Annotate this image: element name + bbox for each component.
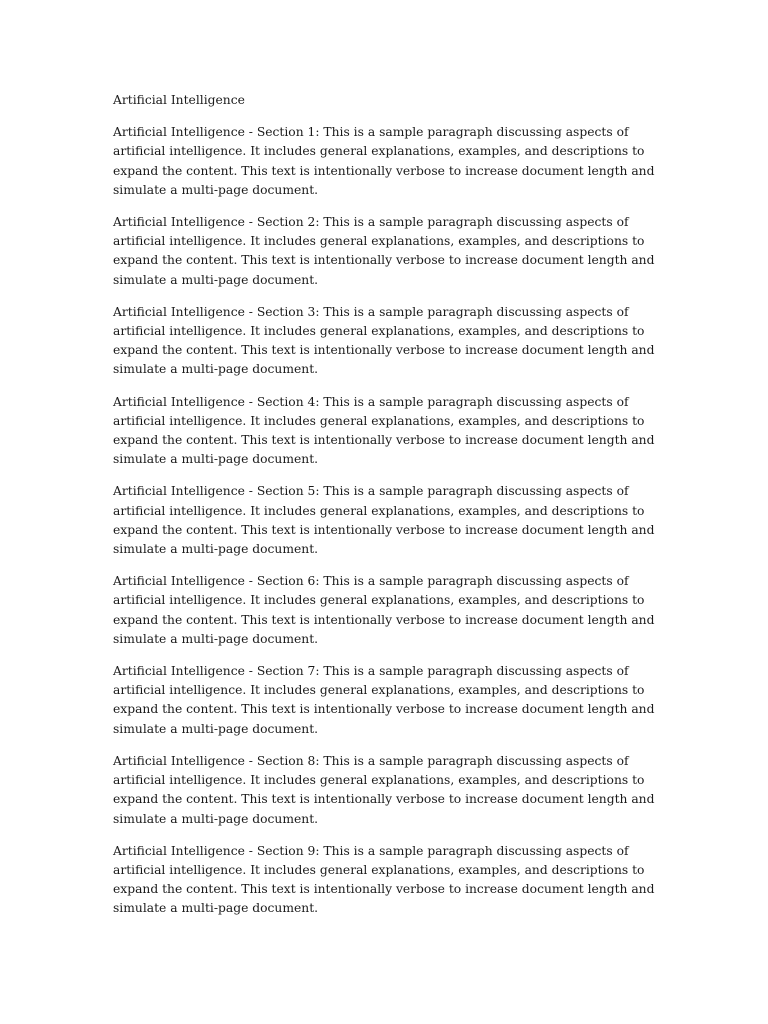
section-paragraph-3: Artificial Intelligence - Section 3: This is a sample paragraph discussing aspects of artificial intelligence. It includes general explanations, examples, and descriptions to expand the content. This text is intentionally verbose to increase document length and simulate a multi-page document. bbox=[113, 304, 655, 377]
section-paragraph-7: Artificial Intelligence - Section 7: This is a sample paragraph discussing aspects of artificial intelligence. It includes general explanations, examples, and descriptions to expand the content. This text is intentionally verbose to increase document length and simulate a multi-page document. bbox=[113, 664, 655, 736]
section-paragraph-9: Artificial Intelligence - Section 9: This is a sample paragraph discussing aspects of artificial intelligence. It includes general explanations, examples, and descriptions to expand the content. This text is intentionally verbose to increase document length and simulate a multi-page document. bbox=[113, 843, 655, 916]
section-paragraph-8: Artificial Intelligence - Section 8: This is a sample paragraph discussing aspects of artificial intelligence. It includes general explanations, examples, and descriptions to expand the content. This text is intentionally verbose to increase document length and simulate a multi-page document. bbox=[113, 753, 655, 826]
section-paragraph-2: Artificial Intelligence - Section 2: This is a sample paragraph discussing aspects of artificial intelligence. It includes general explanations, examples, and descriptions to expand the content. This text is intentionally verbose to increase document length and simulate a multi-page document. bbox=[113, 215, 655, 287]
section-paragraph-1: Artificial Intelligence - Section 1: This is a sample paragraph discussing aspects of artificial intelligence. It includes general explanations, examples, and descriptions to expand the content. This text is intentionally verbose to increase document length and simulate a multi-page document. bbox=[113, 125, 655, 197]
document-body bbox=[113, 91, 661, 932]
section-paragraph-5: Artificial Intelligence - Section 5: This is a sample paragraph discussing aspects of artificial intelligence. It includes general explanations, examples, and descriptions to expand the content. This text is intentionally verbose to increase document length and simulate a multi-page document. bbox=[113, 484, 655, 557]
document-title: Artificial Intelligence bbox=[113, 93, 245, 107]
section-paragraph-4: Artificial Intelligence - Section 4: This is a sample paragraph discussing aspects of artificial intelligence. It includes general explanations, examples, and descriptions to expand the content. This text is intentionally verbose to increase document length and simulate a multi-page document. bbox=[113, 394, 655, 467]
section-paragraph-6: Artificial Intelligence - Section 6: This is a sample paragraph discussing aspects of artificial intelligence. It includes general explanations, examples, and descriptions to expand the content. This text is intentionally verbose to increase document length and simulate a multi-page document. bbox=[113, 574, 655, 646]
